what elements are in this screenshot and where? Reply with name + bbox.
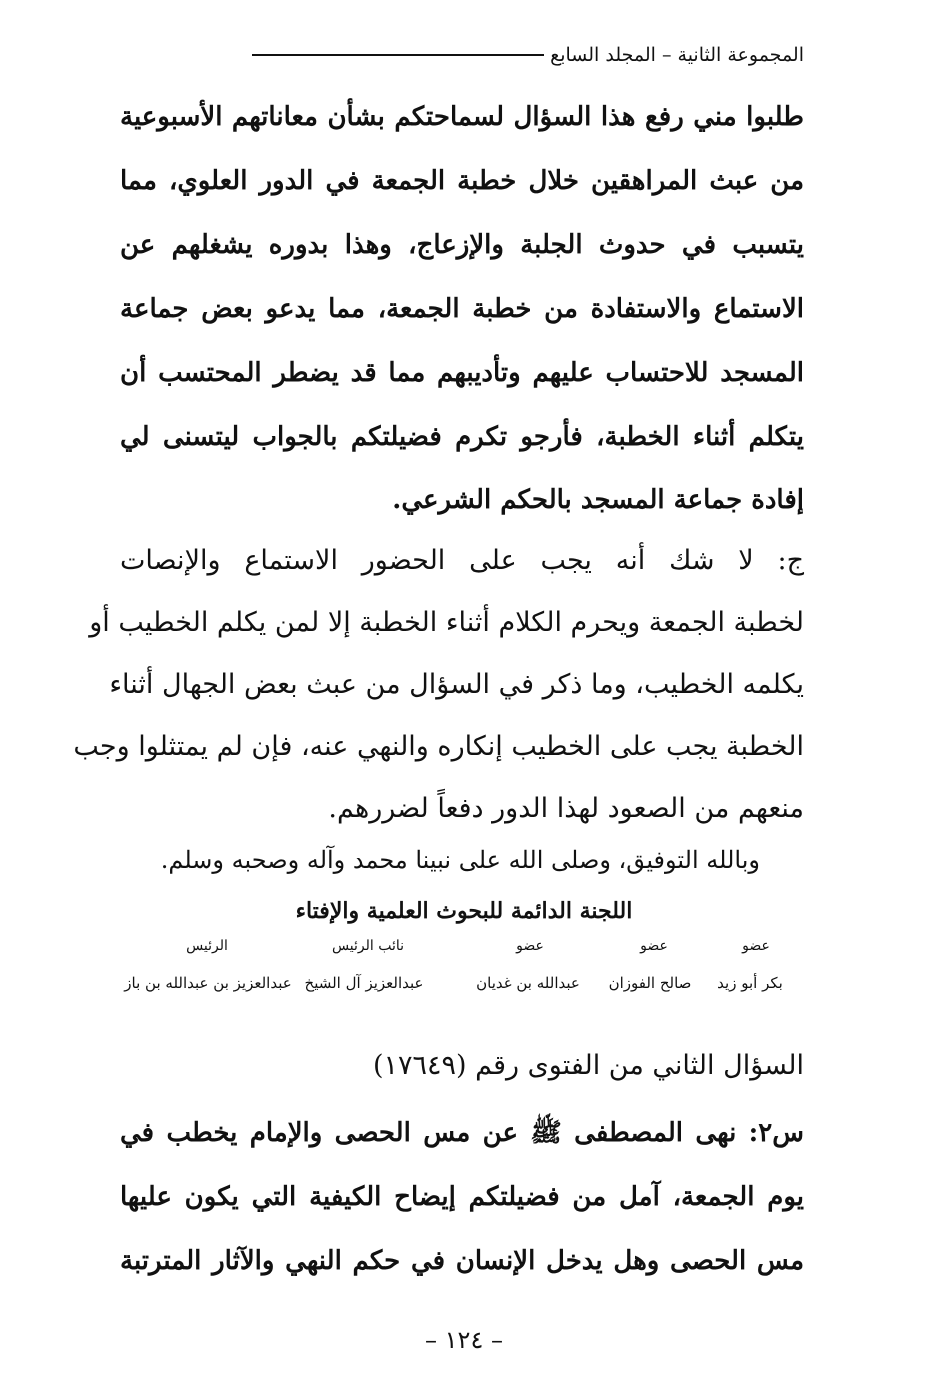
page-number: – ١٢٤ – — [425, 1326, 503, 1354]
member-name: عبدالعزيز بن عبدالله بن باز — [124, 974, 292, 992]
question1-line: طلبوا مني رفع هذا السؤال لسماحتكم بشأن معاناتهم الأسبوعية — [120, 102, 804, 132]
question2-line: مس الحصى وهل يدخل الإنسان في حكم النهي والآثار المترتبة — [120, 1246, 804, 1276]
header-rule — [252, 54, 544, 56]
question2-line: س٢: نهى المصطفى ﷺ عن مس الحصى والإمام يخطب في — [120, 1118, 804, 1148]
member-role: عضو — [516, 938, 544, 954]
signatory-roles — [100, 938, 800, 968]
signatory-names — [100, 974, 800, 1004]
question1-line: من عبث المراهقين خلال خطبة الجمعة في الدور العلوي، مما — [120, 166, 804, 196]
answer1-line: الخطبة يجب على الخطيب إنكاره والنهي عنه، فإن لم يمتثلوا وجب — [73, 731, 804, 762]
answer1-line: لخطبة الجمعة ويحرم الكلام أثناء الخطبة إلا لمن يكلم الخطيب أو — [89, 607, 804, 638]
question1-line: الاستماع والاستفادة من خطبة الجمعة، مما يدعو بعض جماعة — [120, 294, 804, 324]
question1-line: يتكلم أثناء الخطبة، فأرجو تكرم فضيلتكم بالجواب ليتسنى لي — [120, 422, 804, 452]
answer1-line: منعهم من الصعود لهذا الدور دفعاً لضررهم. — [328, 793, 804, 824]
member-role: نائب الرئيس — [331, 938, 405, 954]
question1-line: إفادة جماعة المسجد بالحكم الشرعي. — [392, 485, 804, 515]
question1-line: يتسبب في حدوث الجلبة والإزعاج، وهذا بدوره يشغلهم عن — [120, 230, 804, 260]
question2-title: السؤال الثاني من الفتوى رقم (١٧٦٤٩) — [372, 1050, 804, 1081]
question1-line: المسجد للاحتساب عليهم وتأديبهم مما قد يضطر المحتسب أن — [120, 358, 804, 388]
member-role: عضو — [640, 938, 668, 954]
answer1-line: ج: لا شك أنه يجب على الحضور الاستماع والإنصات — [120, 545, 804, 576]
member-name: عبدالله بن غديان — [476, 974, 580, 992]
member-name: صالح الفوزان — [608, 974, 692, 992]
committee-title: اللجنة الدائمة للبحوث العلمية والإفتاء — [295, 898, 633, 924]
closing-prayer: وبالله التوفيق، وصلى الله على نبينا محمد وآله وصحبه وسلم. — [160, 846, 760, 874]
member-name: بكر أبو زيد — [717, 974, 783, 992]
answer1-line: يكلمه الخطيب، وما ذكر في السؤال من عبث بعض الجهال أثناء — [109, 669, 804, 700]
question2-line: يوم الجمعة، آمل من فضيلتكم إيضاح الكيفية التي يكون عليها — [120, 1182, 804, 1212]
member-role: عضو — [742, 938, 770, 954]
running-header — [252, 44, 804, 66]
member-name: عبدالعزيز آل الشيخ — [304, 974, 424, 992]
member-role: الرئيس — [186, 938, 228, 954]
running-title: المجموعة الثانية – المجلد السابع — [550, 44, 804, 66]
